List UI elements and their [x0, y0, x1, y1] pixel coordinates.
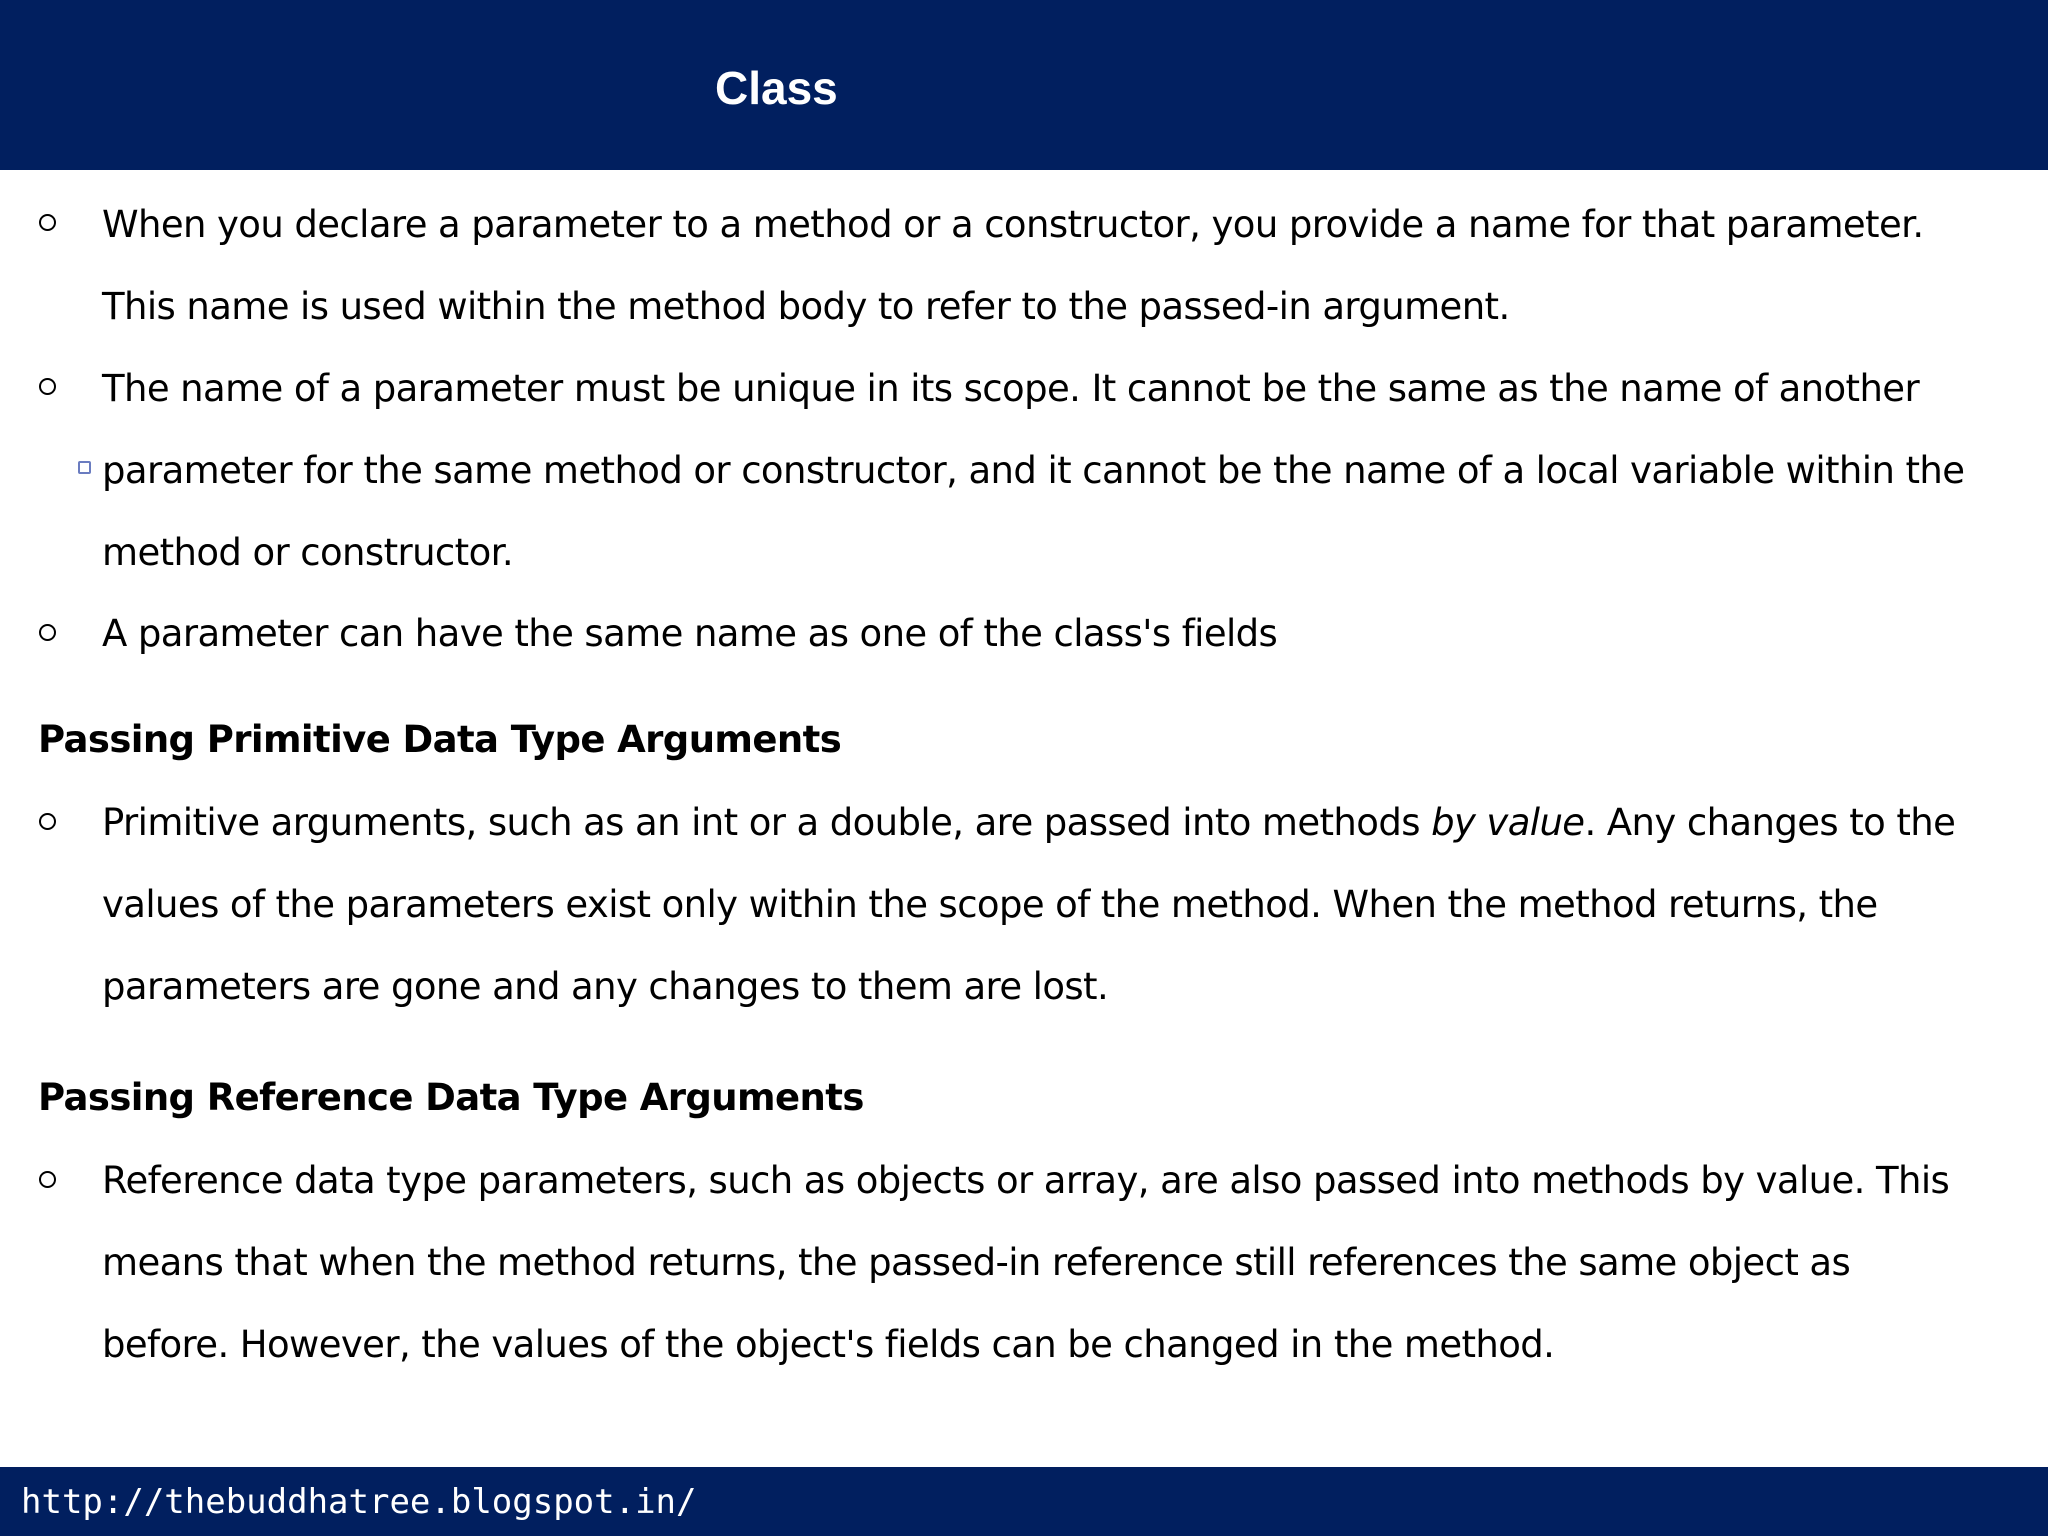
slide-title: Class: [715, 62, 838, 114]
list-item-line: values of the parameters exist only within the scope of the method. When the method returns, the: [102, 883, 1878, 926]
list-item-line: When you declare a parameter to a method or a constructor, you provide a name for that parameter.: [102, 203, 1924, 246]
anchor-marker-icon: [78, 461, 91, 474]
list-item: [102, 348, 2032, 594]
emphasis-text: by value: [1431, 801, 1585, 844]
list-item-line: method or constructor.: [102, 531, 513, 574]
bullet-marker: [39, 1171, 63, 1195]
list-item-line: This name is used within the method body to refer to the passed-in argument.: [102, 285, 1510, 328]
hollow-circle-bullet-icon: [39, 624, 56, 641]
header-bar: [0, 0, 2048, 170]
list-item-line: parameters are gone and any changes to them are lost.: [102, 965, 1109, 1008]
list-item-line: A parameter can have the same name as one of the class's fields: [102, 612, 1278, 655]
list-item: [102, 593, 2032, 675]
text-run: . Any changes to the: [1584, 801, 1956, 844]
bullet-marker: [39, 378, 63, 402]
text-run: Primitive arguments, such as an int or a double, are passed into methods: [102, 801, 1432, 844]
list-item-line: parameter for the same method or constructor, and it cannot be the name of a local variable within the: [102, 449, 1965, 492]
list-item-line: Reference data type parameters, such as objects or array, are also passed into methods by value. This: [102, 1159, 1950, 1202]
hollow-circle-bullet-icon: [39, 378, 56, 395]
hollow-circle-bullet-icon: [39, 813, 56, 830]
section-heading-reference: Passing Reference Data Type Arguments: [38, 1076, 864, 1119]
bullet-marker: [39, 813, 63, 837]
section-heading-primitive: Passing Primitive Data Type Arguments: [38, 718, 842, 761]
bullet-marker: [39, 214, 63, 238]
list-item-line: [102, 782, 2032, 864]
list-item-line: means that when the method returns, the passed-in reference still references the same object as: [102, 1241, 1851, 1284]
hollow-circle-bullet-icon: [39, 1171, 56, 1188]
list-item-line: before. However, the values of the object's fields can be changed in the method.: [102, 1323, 1555, 1366]
footer-url: http://thebuddhatree.blogspot.in/: [21, 1482, 697, 1522]
bullet-marker: [39, 624, 63, 648]
list-item-line: The name of a parameter must be unique in its scope. It cannot be the same as the name of another: [102, 367, 1920, 410]
hollow-circle-bullet-icon: [39, 214, 56, 231]
list-item: [102, 782, 2032, 1028]
list-item: [102, 184, 2032, 348]
list-item: [102, 1140, 2032, 1386]
